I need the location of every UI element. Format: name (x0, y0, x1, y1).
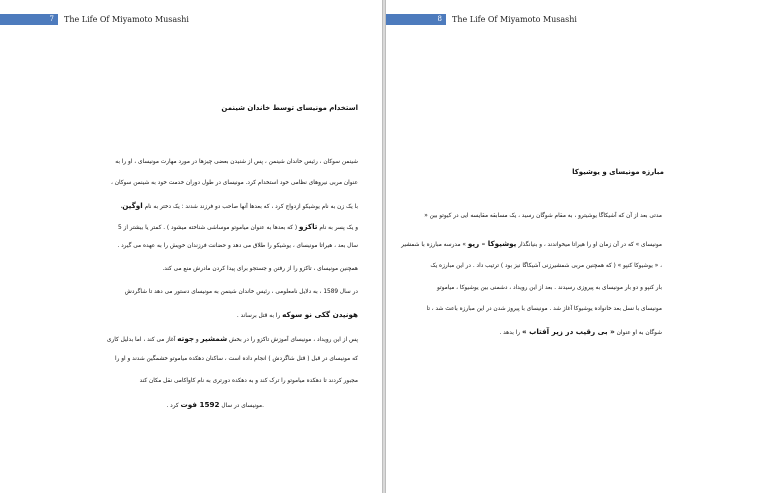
text-line: عنوان مربی نیروهای نظامی خود استخدام کرد. مونیسای در طول دوران خدمت خود به شینمن سوکان ، (111, 180, 358, 186)
bold-name: تاکزو (298, 222, 318, 231)
page-number: 8 (437, 15, 442, 23)
text-line: با یک زن به نام یوشیکو ازدواج کرد ، که بعدها آنها صاحب دو فرزند شدند : یک دختر به نام اوگین، (120, 201, 358, 210)
bold-title: « بی رقیب در زیر آفتاب » (521, 327, 615, 336)
section-heading: استخدام مونیسای توسط خاندان شینمن (221, 104, 358, 112)
running-title: The Life Of Miyamoto Musashi (452, 15, 577, 24)
text-line: و یک پسر به نام تاکزو ( که بعدها به عنوان میاموتو موساشی شناخته میشود ) . کمتر یا بیشتر از 5 (117, 222, 358, 231)
page-number: 7 (49, 15, 54, 23)
section-heading: مبارزه مونیسای و یوشیوکا (572, 168, 664, 176)
text-line: سال بعد ، هیراتا مونیسای ، یوشیکو را طلاق می دهد و حضانت فرزندان خویش را به عهده می گیرد . (117, 243, 358, 249)
running-title: The Life Of Miyamoto Musashi (64, 15, 189, 24)
bold-name: یوشیوکا – ریو (467, 239, 517, 248)
text-line: ، « یوشیوکا کنپو » ( که همچنین مربی شمشیرزنی آشیکاگا نیز بود ) ترتیب داد . در این مبارزه یک (430, 263, 662, 269)
text-line: در سال 1589 ، به دلایل نامعلومی ، رئیس خاندان شینمن به مونیسای دستور می دهد تا شاگردش (124, 289, 358, 295)
text-line: مونیسای » که در آن زمان او را هیراتا میخواندند ، و بنیانگذار یوشیوکا – ریو » مدرسه مبارزه با شمشیر (401, 239, 662, 248)
text-line: شینمن سوکان ، رئیس خاندان شینمن ، پس از شنیدن بعضی چیزها در مورد مهارت مونیسای ، او را به (115, 159, 358, 165)
text-line: همچنین مونیسای ، تاکزو را از رفتن و جستجو برای پیدا کردن مادرش منع می کند. (162, 266, 358, 272)
text-line: مجبور کردند تا دهکده میاموتو را ترک کند و به دهکده دورتری به نام کاواکامی نقل مکان کند (139, 378, 358, 384)
page-number-badge (386, 14, 446, 25)
text-line: مدتی بعد از آن که آشیکاگا یوشیترو ، به مقام شوگان رسید ، یک مسابقه مقایسه ایی در کیوتو بین « (424, 213, 662, 219)
text-line: که مونیسای در قبل ( قتل شاگردش ) انجام داده است ، ساکنان دهکده میاموتو خشمگین شدند و او را (115, 356, 358, 362)
bold-name: هونیدن گکی نو سوکه (282, 310, 358, 319)
left-page (0, 0, 382, 493)
page-number-badge (0, 14, 58, 25)
right-page (386, 0, 768, 493)
text-line: پس از این رویداد ، مونیسای آموزش تاکزو را در بخش شمشیر و جوته آغاز می کند ، اما بدلیل کاری (106, 334, 358, 343)
text-line: مونیسای با نسل بعد خانواده یوشیوکا آغاز شد . مونیسای با پیروز شدن در این مبارزه باعث شد ، تا (426, 306, 662, 312)
bold-name: اوگین (122, 201, 143, 210)
text-line: بار کنپو و دو بار مونیسای به پیروزی رسیدند . بعد از این رویداد ، دشمنی بین یوشیوکا ، میاموتو (436, 285, 662, 291)
text-line: .مونیسای در سال 1592 فوت کرد . (166, 400, 264, 409)
text-line: شوگان به او عنوان « بی رقیب در زیر آفتاب » را بدهد . (499, 327, 662, 336)
right-page-header (386, 14, 577, 25)
text-line: هونیدن گکی نو سوکه را به قتل برساند . (236, 310, 358, 319)
left-page-header (0, 14, 189, 25)
